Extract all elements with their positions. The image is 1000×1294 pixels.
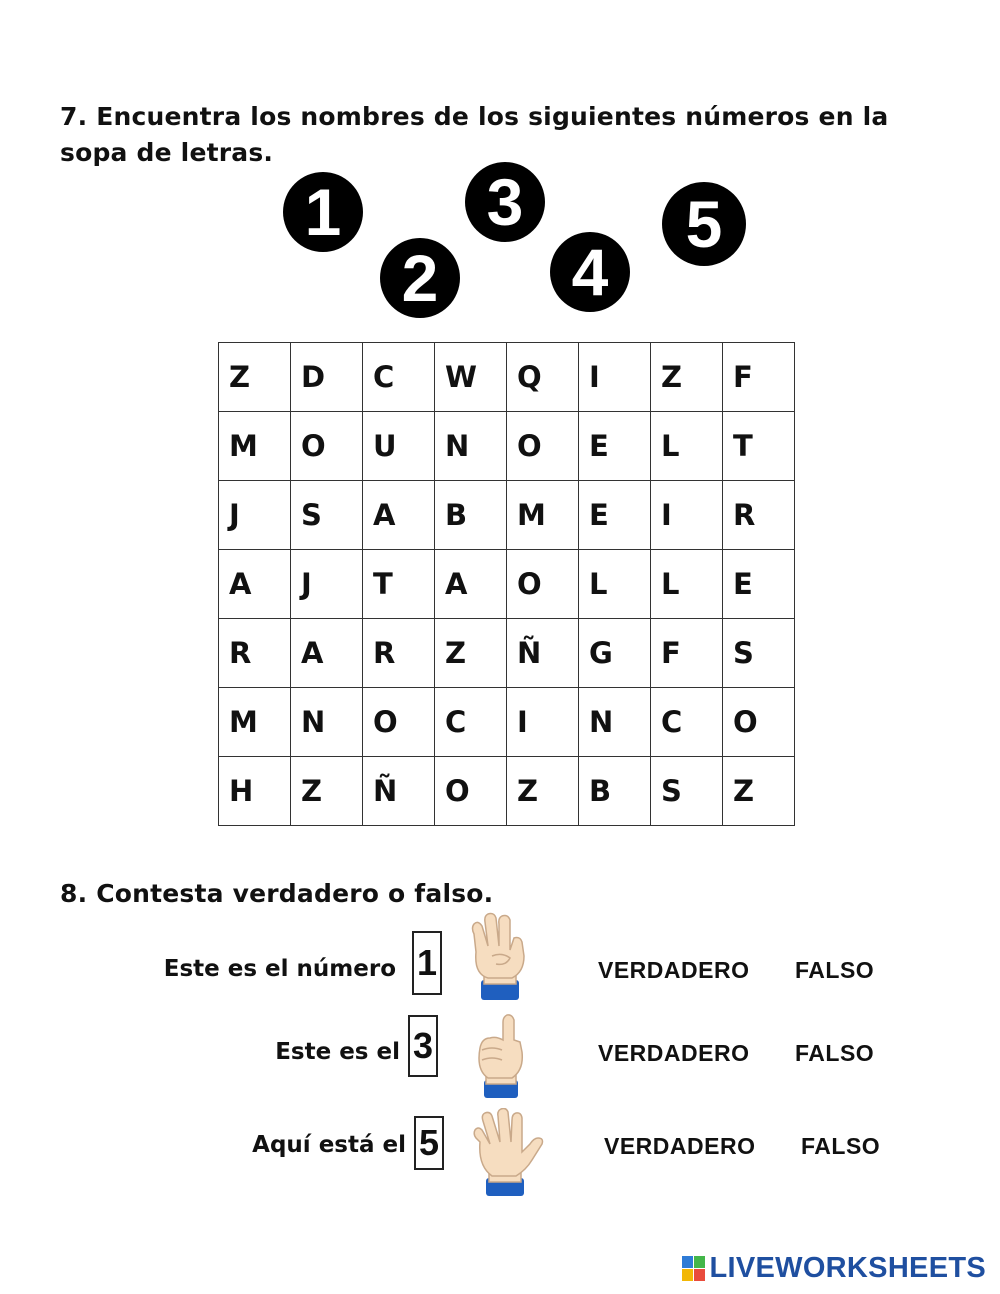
- hand-three-fingers-icon: [466, 912, 530, 1002]
- grid-cell[interactable]: L: [651, 412, 723, 481]
- grid-cell[interactable]: I: [579, 343, 651, 412]
- grid-cell[interactable]: O: [435, 757, 507, 826]
- grid-cell[interactable]: Ñ: [363, 757, 435, 826]
- grid-cell[interactable]: R: [219, 619, 291, 688]
- grid-cell[interactable]: J: [291, 550, 363, 619]
- statement-1-true-option[interactable]: VERDADERO: [598, 957, 750, 983]
- grid-cell[interactable]: C: [651, 688, 723, 757]
- grid-cell[interactable]: O: [723, 688, 795, 757]
- grid-row: [219, 619, 795, 688]
- grid-cell[interactable]: O: [507, 550, 579, 619]
- grid-cell[interactable]: Z: [723, 757, 795, 826]
- statement-2-number: 3: [408, 1015, 438, 1077]
- grid-cell[interactable]: A: [363, 481, 435, 550]
- grid-cell[interactable]: D: [291, 343, 363, 412]
- grid-row: [219, 688, 795, 757]
- grid-cell[interactable]: G: [579, 619, 651, 688]
- grid-cell[interactable]: Z: [507, 757, 579, 826]
- grid-cell[interactable]: T: [723, 412, 795, 481]
- grid-cell[interactable]: S: [651, 757, 723, 826]
- liveworksheets-logo: [682, 1252, 987, 1285]
- question-7-title: 7. Encuentra los nombres de los siguientes números en la sopa de letras.: [60, 102, 889, 167]
- hand-five-fingers-icon: [466, 1108, 546, 1198]
- question-8-title: 8. Contesta verdadero o falso.: [60, 879, 494, 908]
- grid-cell[interactable]: M: [219, 688, 291, 757]
- grid-cell[interactable]: S: [291, 481, 363, 550]
- grid-cell[interactable]: E: [723, 550, 795, 619]
- grid-cell[interactable]: R: [363, 619, 435, 688]
- number-circle-3: 3: [465, 162, 545, 242]
- grid-cell[interactable]: U: [363, 412, 435, 481]
- grid-cell[interactable]: Z: [291, 757, 363, 826]
- grid-cell[interactable]: Z: [435, 619, 507, 688]
- grid-row: [219, 481, 795, 550]
- grid-cell[interactable]: B: [579, 757, 651, 826]
- grid-cell[interactable]: R: [723, 481, 795, 550]
- grid-cell[interactable]: F: [651, 619, 723, 688]
- grid-cell[interactable]: A: [291, 619, 363, 688]
- statement-2-label: Este es el: [275, 1039, 400, 1065]
- liveworksheets-blocks-icon: [682, 1256, 706, 1282]
- grid-cell[interactable]: E: [579, 481, 651, 550]
- grid-row: [219, 757, 795, 826]
- grid-cell[interactable]: O: [291, 412, 363, 481]
- grid-cell[interactable]: I: [507, 688, 579, 757]
- grid-cell[interactable]: A: [435, 550, 507, 619]
- statement-2-false-option[interactable]: FALSO: [795, 1040, 875, 1066]
- statement-1-number: 1: [412, 931, 442, 995]
- statement-3-true-option[interactable]: VERDADERO: [604, 1133, 756, 1159]
- statement-3-false-option[interactable]: FALSO: [801, 1133, 881, 1159]
- number-circle-2: 2: [380, 238, 460, 318]
- grid-cell[interactable]: F: [723, 343, 795, 412]
- grid-cell[interactable]: T: [363, 550, 435, 619]
- grid-cell[interactable]: S: [723, 619, 795, 688]
- grid-cell[interactable]: N: [291, 688, 363, 757]
- grid-cell[interactable]: O: [363, 688, 435, 757]
- statement-1-false-option[interactable]: FALSO: [795, 957, 875, 983]
- grid-cell[interactable]: Z: [651, 343, 723, 412]
- grid-row: [219, 412, 795, 481]
- statement-3-number: 5: [414, 1116, 444, 1170]
- grid-cell[interactable]: Ñ: [507, 619, 579, 688]
- grid-cell[interactable]: H: [219, 757, 291, 826]
- number-circle-1: 1: [283, 172, 363, 252]
- grid-row: [219, 550, 795, 619]
- grid-cell[interactable]: E: [579, 412, 651, 481]
- grid-cell[interactable]: W: [435, 343, 507, 412]
- grid-cell[interactable]: C: [435, 688, 507, 757]
- hand-one-finger-icon: [472, 1012, 528, 1100]
- grid-cell[interactable]: I: [651, 481, 723, 550]
- grid-cell[interactable]: N: [435, 412, 507, 481]
- grid-cell[interactable]: L: [651, 550, 723, 619]
- grid-cell[interactable]: A: [219, 550, 291, 619]
- grid-row: [219, 343, 795, 412]
- grid-cell[interactable]: L: [579, 550, 651, 619]
- grid-cell[interactable]: B: [435, 481, 507, 550]
- grid-cell[interactable]: M: [507, 481, 579, 550]
- grid-cell[interactable]: J: [219, 481, 291, 550]
- liveworksheets-wordmark: LIVEWORKSHEETS: [709, 1252, 986, 1284]
- grid-cell[interactable]: C: [363, 343, 435, 412]
- statement-2-true-option[interactable]: VERDADERO: [598, 1040, 750, 1066]
- word-search-grid: [218, 342, 795, 826]
- grid-cell[interactable]: Z: [219, 343, 291, 412]
- grid-cell[interactable]: O: [507, 412, 579, 481]
- grid-cell[interactable]: Q: [507, 343, 579, 412]
- number-circle-5: 5: [662, 182, 746, 266]
- number-circle-4: 4: [550, 232, 630, 312]
- statement-1-label: Este es el número: [163, 956, 396, 982]
- grid-cell[interactable]: M: [219, 412, 291, 481]
- grid-cell[interactable]: N: [579, 688, 651, 757]
- statement-3-label: Aquí está el: [252, 1132, 406, 1158]
